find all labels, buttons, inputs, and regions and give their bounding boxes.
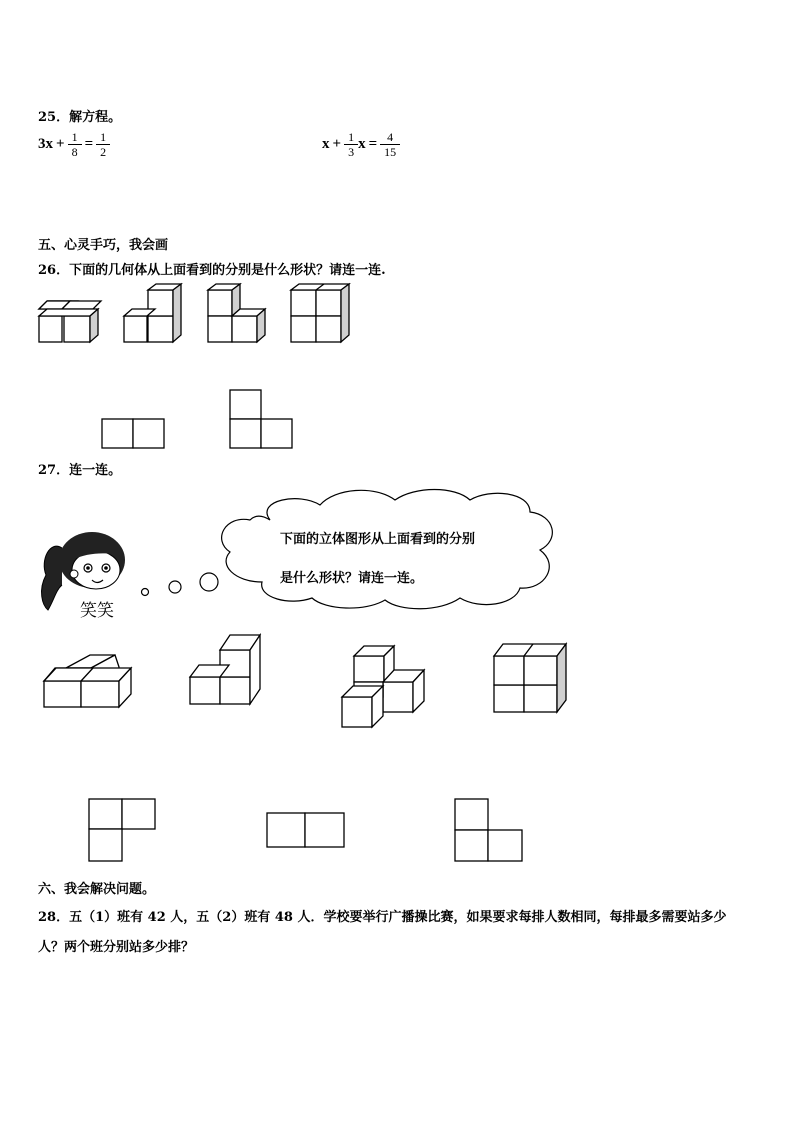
eq2-equals: = bbox=[368, 136, 378, 152]
eq2-x2: x bbox=[358, 136, 366, 152]
eq1-plus: + bbox=[56, 136, 65, 152]
q26-title: 26．下面的几何体从上面看到的分别是什么形状？请连一连. bbox=[38, 263, 386, 278]
eq2-plus: + bbox=[332, 136, 342, 152]
q27-solid-4 bbox=[494, 644, 566, 712]
bubble-line-2: 是什么形状？请连一连。 bbox=[280, 571, 424, 586]
q25-title: 25．解方程。 bbox=[38, 110, 122, 125]
eq2-f2-num: 4 bbox=[387, 130, 394, 144]
eq1-f1-num: 1 bbox=[71, 130, 78, 144]
eq1-coef: 3x bbox=[38, 136, 53, 152]
q28-line-2: 人？两个班分别站多少排？ bbox=[38, 940, 195, 955]
eq1-f2-num: 1 bbox=[100, 130, 107, 144]
eq2-x: x bbox=[322, 136, 330, 152]
speech-bubble bbox=[142, 490, 553, 609]
q27-solid-1 bbox=[44, 655, 131, 707]
bubble-line-1: 下面的立体图形从上面看到的分别 bbox=[280, 532, 476, 547]
eq2-f1-den: 3 bbox=[348, 145, 355, 159]
q27-solid-3 bbox=[342, 646, 424, 727]
eq2-f2-den: 15 bbox=[384, 145, 397, 159]
girl-name-label: 笑笑 bbox=[80, 601, 114, 621]
eq1-equals: = bbox=[84, 136, 94, 152]
q27-title: 27．连一连。 bbox=[38, 463, 122, 478]
eq2-f1-num: 1 bbox=[348, 130, 355, 144]
q27-view-1 bbox=[89, 799, 155, 861]
eq1-f2-den: 2 bbox=[100, 145, 107, 159]
q28-line-1: 28．五（1）班有 42 人，五（2）班有 48 人．学校要举行广播操比赛，如果要求每排人数相同，每排最多需要站多少 bbox=[38, 910, 727, 925]
eq1-f1-den: 8 bbox=[71, 145, 78, 159]
q27-view-2 bbox=[267, 813, 344, 847]
section6-title: 六、我会解决问题。 bbox=[38, 882, 156, 897]
section5-title: 五、心灵手巧，我会画 bbox=[38, 238, 169, 253]
q27-solid-2 bbox=[190, 635, 260, 704]
q27-view-3 bbox=[455, 799, 522, 861]
